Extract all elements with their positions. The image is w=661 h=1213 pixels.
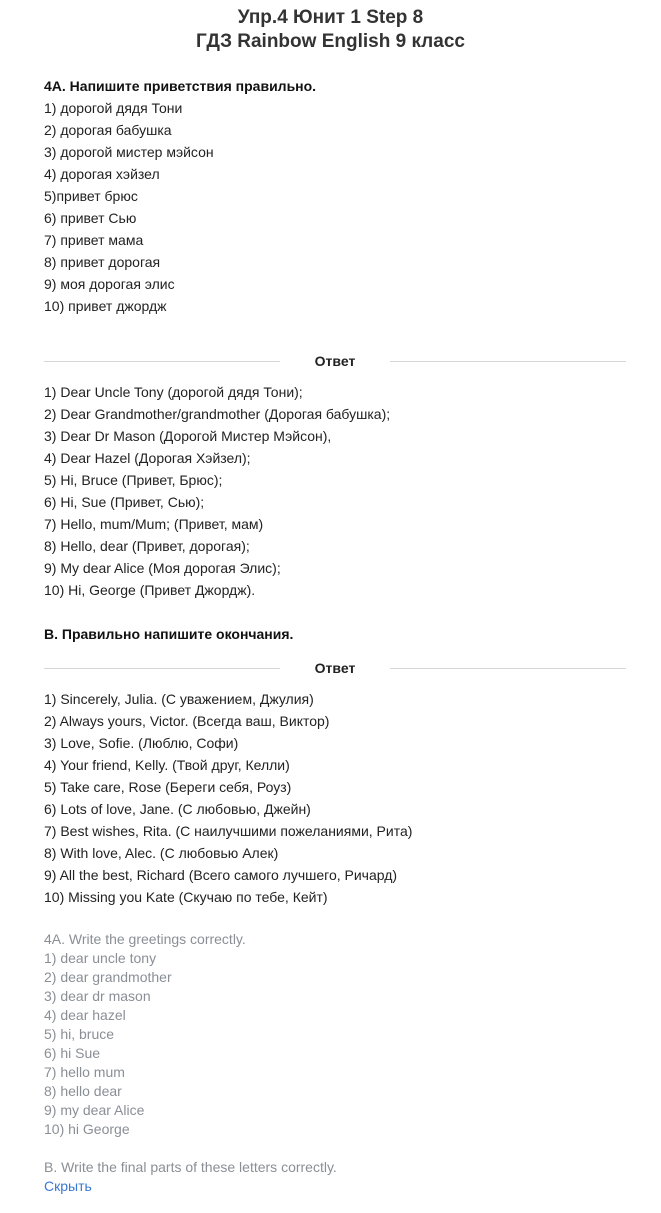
answer-divider-a xyxy=(44,351,629,371)
list-item: 3) dear dr mason xyxy=(44,988,151,1004)
list-item: 5)привет брюс xyxy=(44,188,138,204)
answer-item: 4) Your friend, Kelly. (Твой друг, Келли) xyxy=(44,757,290,773)
answer-item: 3) Dear Dr Mason (Дорогой Мистер Мэйсон), xyxy=(44,428,332,444)
answer-item: 9) All the best, Richard (Всего самого лучшего, Ричард) xyxy=(44,867,398,883)
list-item: 4) дорогая хэйзел xyxy=(44,166,160,182)
list-item: 10) привет джордж xyxy=(44,298,167,314)
answer-label: Ответ xyxy=(314,353,356,369)
divider-line-left xyxy=(44,361,280,362)
list-item: 8) привет дорогая xyxy=(44,254,161,270)
page-title-line1: Упр.4 Юнит 1 Step 8 xyxy=(237,7,424,28)
task-b-heading: В. Правильно напишите окончания. xyxy=(44,626,294,642)
list-item: 6) привет Сью xyxy=(44,210,137,226)
answer-item: 7) Best wishes, Rita. (С наилучшими пожеланиями, Рита) xyxy=(44,823,413,839)
answer-divider-b xyxy=(44,658,629,678)
answer-item: 9) My dear Alice (Моя дорогая Элис); xyxy=(44,560,281,576)
english-text-section xyxy=(44,930,629,1196)
divider-line-right xyxy=(390,361,626,362)
answer-item: 8) Hello, dear (Привет, дорогая); xyxy=(44,538,250,554)
list-item: 2) dear grandmother xyxy=(44,969,172,985)
hide-link[interactable]: Скрыть xyxy=(44,1178,92,1194)
answer-item: 3) Love, Sofie. (Люблю, Софи) xyxy=(44,735,239,751)
list-item: 5) hi, bruce xyxy=(44,1026,115,1042)
page-title-line2: ГДЗ Rainbow English 9 класс xyxy=(196,31,465,52)
answer-label: Ответ xyxy=(314,660,356,676)
list-item: 1) дорогой дядя Тони xyxy=(44,100,183,116)
list-item: 9) my dear Alice xyxy=(44,1102,145,1118)
answer-item: 1) Dear Uncle Tony (дорогой дядя Тони); xyxy=(44,384,303,400)
divider-line-left xyxy=(44,668,280,669)
answer-item: 1) Sincerely, Julia. (С уважением, Джулия) xyxy=(44,691,314,707)
divider-line-right xyxy=(390,668,626,669)
answer-item: 10) Missing you Kate (Скучаю по тебе, Кейт) xyxy=(44,889,328,905)
task-a-section xyxy=(44,75,629,317)
answer-item: 6) Hi, Sue (Привет, Сью); xyxy=(44,494,205,510)
list-item: 7) hello mum xyxy=(44,1064,125,1080)
list-item: 10) hi George xyxy=(44,1121,130,1137)
answer-item: 6) Lots of love, Jane. (С любовью, Джейн) xyxy=(44,801,311,817)
answer-item: 4) Dear Hazel (Дорогая Хэйзел); xyxy=(44,450,251,466)
list-item: 3) дорогой мистер мэйсон xyxy=(44,144,214,160)
answer-item: 5) Hi, Bruce (Привет, Брюс); xyxy=(44,472,223,488)
answer-item: 2) Always yours, Victor. (Всегда ваш, Виктор) xyxy=(44,713,330,729)
answer-item: 2) Dear Grandmother/grandmother (Дорогая бабушка); xyxy=(44,406,391,422)
english-heading-a: 4A. Write the greetings correctly. xyxy=(44,931,246,947)
answer-item: 5) Take care, Rose (Береги себя, Роуз) xyxy=(44,779,292,795)
answer-a-section xyxy=(44,381,629,601)
list-item: 4) dear hazel xyxy=(44,1007,126,1023)
task-a-heading: 4А. Напишите приветствия правильно. xyxy=(44,78,317,94)
english-heading-b: B. Write the final parts of these letters correctly. xyxy=(44,1159,337,1175)
list-item: 2) дорогая бабушка xyxy=(44,122,172,138)
list-item: 7) привет мама xyxy=(44,232,144,248)
answer-item: 10) Hi, George (Привет Джордж). xyxy=(44,582,256,598)
list-item: 8) hello dear xyxy=(44,1083,122,1099)
answer-b-section xyxy=(44,688,629,908)
answer-item: 7) Hello, mum/Mum; (Привет, мам) xyxy=(44,516,264,532)
list-item: 1) dear uncle tony xyxy=(44,950,157,966)
page-title-block xyxy=(0,6,661,54)
list-item: 6) hi Sue xyxy=(44,1045,101,1061)
spacer xyxy=(44,1139,629,1158)
list-item: 9) моя дорогая элис xyxy=(44,276,175,292)
answer-item: 8) With love, Alec. (С любовью Алек) xyxy=(44,845,279,861)
task-b-section xyxy=(44,623,629,645)
